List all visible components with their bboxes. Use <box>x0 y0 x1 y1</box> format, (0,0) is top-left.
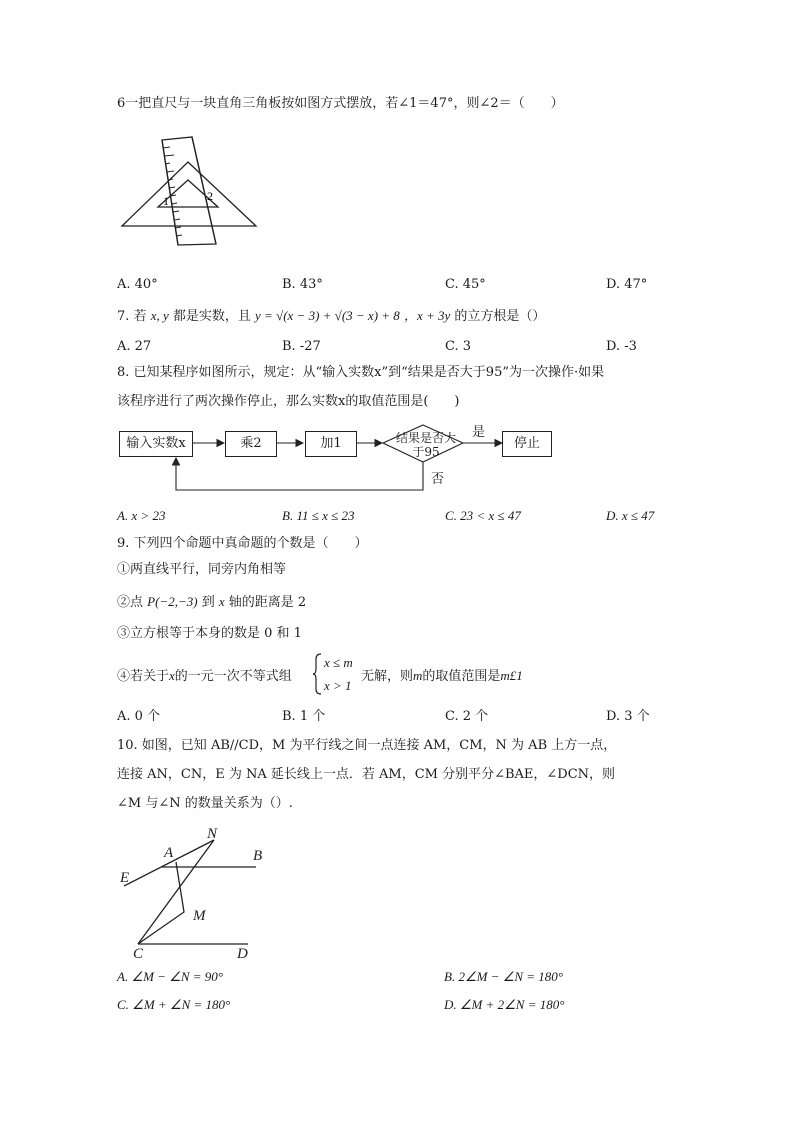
q9-p2-b: 到 <box>201 595 215 610</box>
q8-line2: 该程序进行了两次操作停止，那么实数x的取值范围是( ) <box>117 394 460 409</box>
q9-prop-4-tail <box>361 667 523 686</box>
q7-suffix: 的立方根是（） <box>454 309 546 324</box>
q6-option-d: D. 47° <box>606 277 648 292</box>
q8-option-a: A. x > 23 <box>117 508 166 523</box>
q7-option-d: D. -3 <box>606 339 637 354</box>
flow-stop-box: 停止 <box>502 431 552 457</box>
q8-line1: 8. 已知某程序如图所示，规定：从“输入实数x”到“结果是否大于95”为一次操作·如果 <box>117 365 605 380</box>
q10-line1: 10. 如图，已知 AB//CD，M 为平行线之间一点连接 AM，CM，N 为 AB 上方一点， <box>117 738 617 753</box>
q7-expr: ，x + 3y <box>403 308 451 323</box>
angle-1-label: 1 <box>163 194 169 208</box>
q6-option-a: A. 40° <box>117 277 158 292</box>
q9-p4-var: x <box>169 668 175 683</box>
q9-p4-b: 的一元一次不等式组 <box>174 669 292 684</box>
q6-option-b: B. 43° <box>282 277 323 292</box>
q9-ineq-1: x ≤ m <box>324 655 353 670</box>
q9-p2-var: x <box>218 594 225 609</box>
flow-multiply-box: 乘2 <box>225 431 277 457</box>
q7-option-a: A. 27 <box>117 339 152 354</box>
q8-option-c: C. 23 < x ≤ 47 <box>445 508 521 523</box>
label-M: M <box>193 908 206 924</box>
q8-option-b: B. 11 ≤ x ≤ 23 <box>282 508 355 523</box>
segment-CN <box>138 840 214 944</box>
q9-p4-a: ④若关于 <box>117 669 170 684</box>
q9-prop-2 <box>117 593 306 612</box>
label-B: B <box>253 848 263 864</box>
q9-p2-a: ②点 <box>117 595 144 610</box>
q9-p2-c: 轴的距离是 2 <box>228 595 307 610</box>
flow-yes-label: 是 <box>472 425 486 440</box>
q9-p4-result: m£1 <box>500 668 523 683</box>
inequality-brace <box>312 653 322 695</box>
q7-prefix: 7. 若 <box>117 309 147 324</box>
q9-option-b: B. 1 个 <box>282 709 326 724</box>
angle-2-label: 2 <box>207 189 213 203</box>
q9-p2-point: P(−2,−3) <box>147 594 198 609</box>
q6-option-c: C. 45° <box>445 277 486 292</box>
q7-vars: x, y <box>150 308 169 323</box>
q9-p4-d: 的取值范围是 <box>422 669 501 684</box>
q8-option-d: D. x ≤ 47 <box>606 508 655 523</box>
q10-line2: 连接 AN，CN，E 为 NA 延长线上一点．若 AM，CM 分别平分∠BAE，∠DCN，则 <box>117 767 616 782</box>
q7-equation: y = √(x − 3) + √(3 − x) + 8 <box>255 308 400 323</box>
label-A: A <box>164 845 174 861</box>
q7-option-c: C. 3 <box>445 339 472 354</box>
flow-input-box: 输入实数x <box>119 431 193 457</box>
q9-p4-var2: m <box>413 668 423 683</box>
q9-prop-1: ①两直线平行，同旁内角相等 <box>117 562 287 577</box>
q10-option-c: C. ∠M + ∠N = 180° <box>117 997 231 1012</box>
q9-option-d: D. 3 个 <box>606 709 650 724</box>
q10-option-a: A. ∠M − ∠N = 90° <box>117 969 223 984</box>
q9-ineq-2: x > 1 <box>324 678 352 693</box>
label-E: E <box>120 870 130 886</box>
q7-stem <box>117 307 545 326</box>
flow-no-label: 否 <box>431 472 445 487</box>
flow-add-box: 加1 <box>305 431 357 457</box>
label-C: C <box>133 946 144 962</box>
q7-option-b: B. -27 <box>282 339 321 354</box>
label-N: N <box>207 826 218 842</box>
q9-option-c: C. 2 个 <box>445 709 489 724</box>
label-D: D <box>237 946 248 962</box>
q9-prop-4 <box>117 667 292 686</box>
segment-AMC <box>138 862 184 944</box>
q6-stem: 6一把直尺与一块直角三角板按如图方式摆放，若∠1＝47°，则∠2＝（ ） <box>117 96 564 111</box>
q9-p4-c: 无解，则 <box>361 669 414 684</box>
q6-figure <box>118 134 260 246</box>
q9-stem: 9. 下列四个命题中真命题的个数是（ ） <box>117 536 368 551</box>
q10-line3: ∠M 与∠N 的数量关系为（）. <box>117 796 293 811</box>
q10-option-b: B. 2∠M − ∠N = 180° <box>444 969 563 984</box>
q9-option-a: A. 0 个 <box>117 709 161 724</box>
q10-option-d: D. ∠M + 2∠N = 180° <box>444 997 565 1012</box>
q9-prop-3: ③立方根等于本身的数是 0 和 1 <box>117 626 302 641</box>
q7-mid: 都是实数，且 <box>172 309 251 324</box>
q10-figure <box>116 824 276 964</box>
flow-decision-label: 结果是否大于95 <box>395 431 456 459</box>
